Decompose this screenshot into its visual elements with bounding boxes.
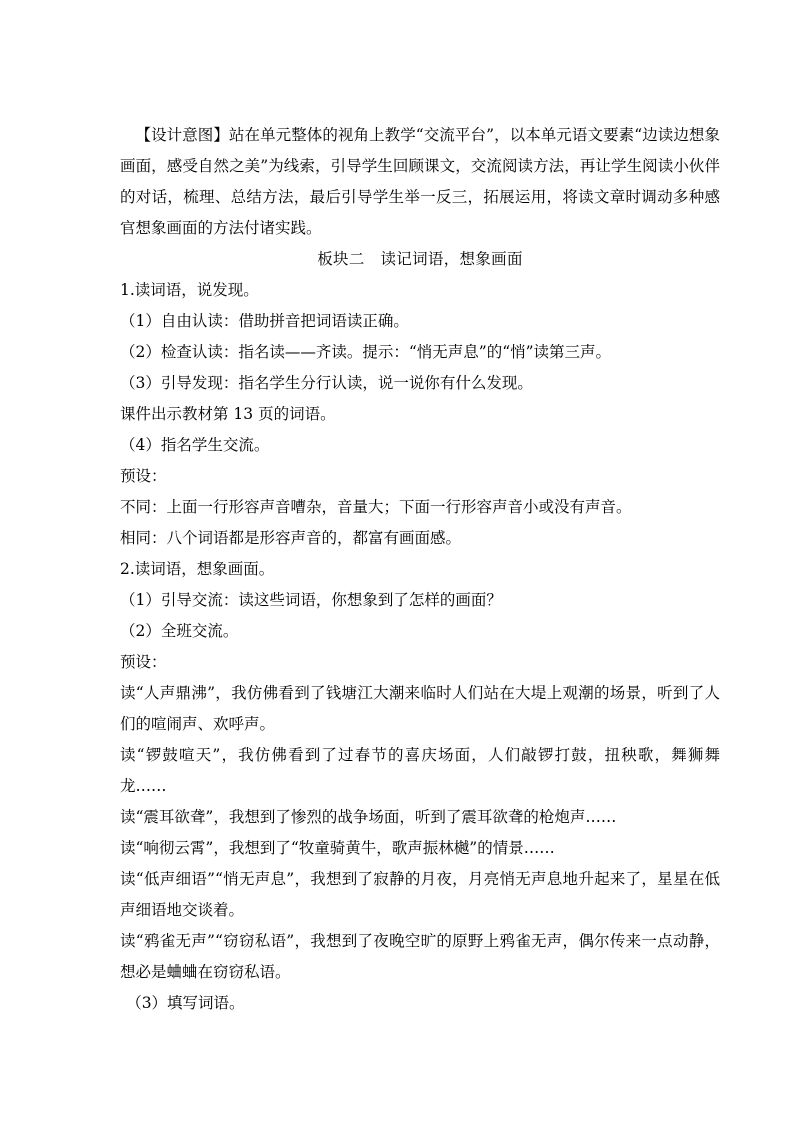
preset-similarity: 相同：八个词语都是形容声音的，都富有画面感。 — [120, 529, 462, 547]
document-body — [120, 120, 720, 1019]
example-yaquewusheng: 读“鸦雀无声”“窃窃私语”，我想到了夜晚空旷的原野上鸦雀无声，偶尔传来一点动静，想必是蛐蛐在窃窃私语。 — [120, 932, 720, 981]
example-luoguxuantian: 读“锣鼓喧天”，我仿佛看到了过春节的喜庆场面，人们敲锣打鼓，扭秧歌，舞狮舞龙…… — [120, 746, 720, 795]
courseware-note: 课件出示教材第 13 页的词语。 — [120, 405, 336, 423]
example-zheneryulong: 读“震耳欲聋”，我想到了惨烈的战争场面，听到了震耳欲聋的枪炮声…… — [120, 808, 617, 826]
step-2-item-2: （2）全班交流。 — [120, 622, 239, 640]
step-2-item-3: （3）填写词语。 — [126, 994, 245, 1012]
step-1-item-1: （1）自由认读：借助拼音把词语读正确。 — [120, 312, 409, 330]
example-dishengxiyu: 读“低声细语”“悄无声息”，我想到了寂静的月夜，月亮悄无声息地升起来了，星星在低声细语地交谈着。 — [120, 870, 720, 919]
design-intent-paragraph: 【设计意图】站在单元整体的视角上教学“交流平台”，以本单元语文要素“边读边想象画面，感受自然之美”为线索，引导学生回顾课文，交流阅读方法，再让学生阅读小伙伴的对话，梳理、总结方法，最后引导学生举一反三，拓展运用，将读文章时调动多种感官想象画面的方法付诸实践。 — [120, 126, 720, 237]
step-1-heading: 1.读词语，说发现。 — [120, 281, 259, 299]
preset-label-1: 预设： — [120, 467, 167, 485]
preset-difference: 不同：上面一行形容声音嘈杂，音量大；下面一行形容声音小或没有声音。 — [120, 498, 632, 516]
preset-label-2: 预设： — [120, 653, 167, 671]
step-2-item-1: （1）引导交流：读这些词语，你想象到了怎样的画面？ — [120, 591, 502, 609]
step-2-heading: 2.读词语，想象画面。 — [120, 560, 275, 578]
step-1-item-2: （2）检查认读：指名读——齐读。提示：“悄无声息”的“悄”读第三声。 — [120, 343, 612, 361]
step-1-item-4: （4）指名学生交流。 — [120, 436, 270, 454]
example-renshengdingfei: 读“人声鼎沸”，我仿佛看到了钱塘江大潮来临时人们站在大堤上观潮的场景，听到了人们的喧闹声、欢呼声。 — [120, 684, 720, 733]
example-xiangcheyunxiao: 读“响彻云霄”，我想到了“牧童骑黄牛，歌声振林樾”的情景…… — [120, 839, 555, 857]
section-heading: 板块二 读记词语，想象画面 — [317, 250, 523, 268]
step-1-item-3: （3）引导发现：指名学生分行认读，说一说你有什么发现。 — [120, 374, 533, 392]
